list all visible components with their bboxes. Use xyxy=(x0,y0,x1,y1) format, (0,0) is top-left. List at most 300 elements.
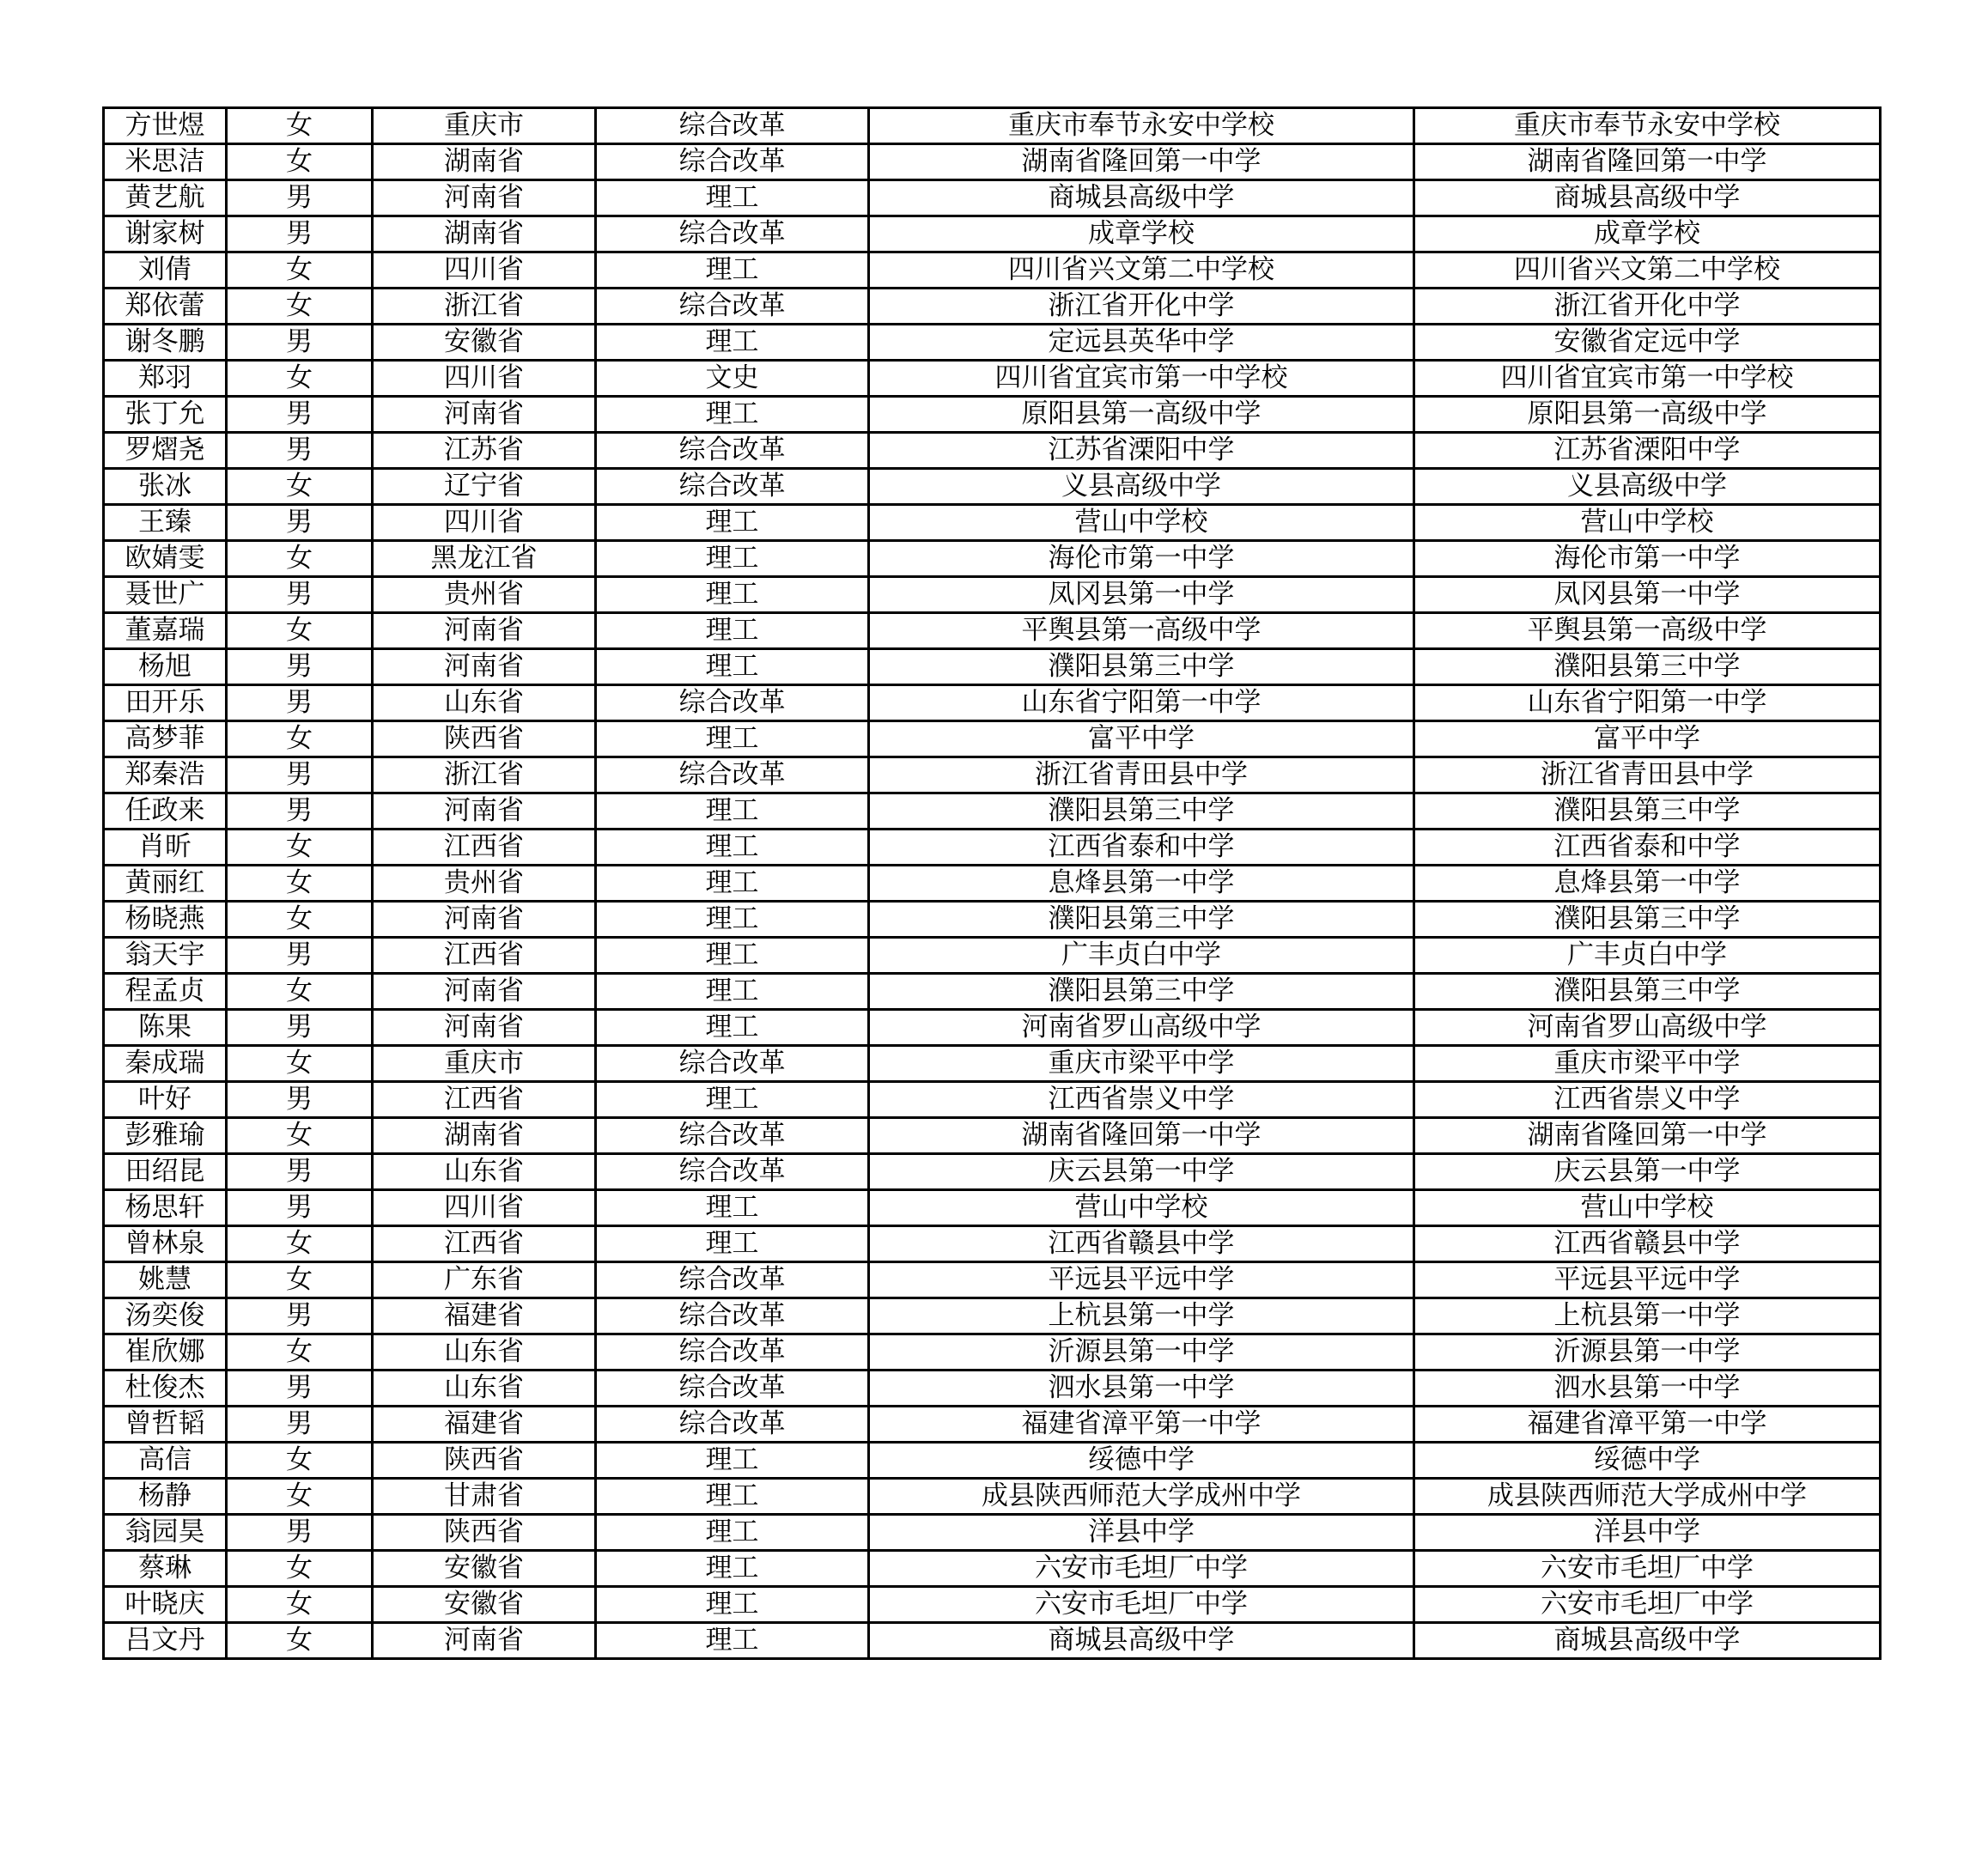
gender-cell: 男 xyxy=(227,1407,373,1443)
track-cell: 理工 xyxy=(596,1226,869,1262)
school-cell: 富平中学 xyxy=(869,721,1414,757)
graduating-school-cell: 息烽县第一中学 xyxy=(1414,866,1881,902)
table-row xyxy=(104,1479,1881,1515)
school-cell: 浙江省开化中学 xyxy=(869,289,1414,325)
track-cell: 综合改革 xyxy=(596,216,869,252)
gender-cell: 女 xyxy=(227,1334,373,1371)
name-cell: 田开乐 xyxy=(104,685,227,721)
province-cell: 福建省 xyxy=(373,1298,596,1334)
name-cell: 谢家树 xyxy=(104,216,227,252)
school-cell: 重庆市梁平中学 xyxy=(869,1046,1414,1082)
name-cell: 陈果 xyxy=(104,1010,227,1046)
school-cell: 庆云县第一中学 xyxy=(869,1154,1414,1190)
table-row xyxy=(104,577,1881,613)
name-cell: 米思洁 xyxy=(104,144,227,180)
track-cell: 综合改革 xyxy=(596,108,869,144)
graduating-school-cell: 濮阳县第三中学 xyxy=(1414,902,1881,938)
gender-cell: 女 xyxy=(227,974,373,1010)
track-cell: 理工 xyxy=(596,613,869,649)
table-row xyxy=(104,1334,1881,1371)
province-cell: 贵州省 xyxy=(373,577,596,613)
track-cell: 综合改革 xyxy=(596,433,869,469)
school-cell: 山东省宁阳第一中学 xyxy=(869,685,1414,721)
gender-cell: 男 xyxy=(227,180,373,216)
name-cell: 聂世广 xyxy=(104,577,227,613)
gender-cell: 男 xyxy=(227,938,373,974)
track-cell: 理工 xyxy=(596,721,869,757)
graduating-school-cell: 六安市毛坦厂中学 xyxy=(1414,1587,1881,1623)
school-cell: 泗水县第一中学 xyxy=(869,1371,1414,1407)
gender-cell: 男 xyxy=(227,505,373,541)
school-cell: 四川省兴文第二中学校 xyxy=(869,252,1414,289)
province-cell: 江苏省 xyxy=(373,433,596,469)
gender-cell: 男 xyxy=(227,397,373,433)
name-cell: 杨思轩 xyxy=(104,1190,227,1226)
province-cell: 陕西省 xyxy=(373,1443,596,1479)
name-cell: 欧婧雯 xyxy=(104,541,227,577)
track-cell: 理工 xyxy=(596,1587,869,1623)
gender-cell: 男 xyxy=(227,216,373,252)
graduating-school-cell: 安徽省定远中学 xyxy=(1414,325,1881,361)
province-cell: 陕西省 xyxy=(373,721,596,757)
track-cell: 理工 xyxy=(596,649,869,685)
table-row xyxy=(104,180,1881,216)
name-cell: 郑秦浩 xyxy=(104,757,227,793)
graduating-school-cell: 成县陕西师范大学成州中学 xyxy=(1414,1479,1881,1515)
table-row xyxy=(104,1226,1881,1262)
gender-cell: 男 xyxy=(227,433,373,469)
school-cell: 凤冈县第一中学 xyxy=(869,577,1414,613)
name-cell: 彭雅瑜 xyxy=(104,1118,227,1154)
graduating-school-cell: 山东省宁阳第一中学 xyxy=(1414,685,1881,721)
table-row xyxy=(104,1407,1881,1443)
table-row xyxy=(104,1551,1881,1587)
graduating-school-cell: 四川省宜宾市第一中学校 xyxy=(1414,361,1881,397)
province-cell: 安徽省 xyxy=(373,325,596,361)
name-cell: 肖昕 xyxy=(104,830,227,866)
track-cell: 综合改革 xyxy=(596,1154,869,1190)
gender-cell: 男 xyxy=(227,649,373,685)
table-row xyxy=(104,1118,1881,1154)
table-row xyxy=(104,361,1881,397)
table-row xyxy=(104,721,1881,757)
table-row xyxy=(104,433,1881,469)
school-cell: 六安市毛坦厂中学 xyxy=(869,1551,1414,1587)
track-cell: 理工 xyxy=(596,505,869,541)
province-cell: 辽宁省 xyxy=(373,469,596,505)
graduating-school-cell: 重庆市梁平中学 xyxy=(1414,1046,1881,1082)
track-cell: 理工 xyxy=(596,541,869,577)
name-cell: 叶好 xyxy=(104,1082,227,1118)
school-cell: 商城县高级中学 xyxy=(869,180,1414,216)
gender-cell: 女 xyxy=(227,252,373,289)
gender-cell: 男 xyxy=(227,1298,373,1334)
school-cell: 营山中学校 xyxy=(869,1190,1414,1226)
table-row xyxy=(104,866,1881,902)
name-cell: 任政来 xyxy=(104,793,227,830)
gender-cell: 女 xyxy=(227,1551,373,1587)
school-cell: 绥德中学 xyxy=(869,1443,1414,1479)
track-cell: 理工 xyxy=(596,830,869,866)
province-cell: 重庆市 xyxy=(373,1046,596,1082)
name-cell: 曾哲韬 xyxy=(104,1407,227,1443)
table-row xyxy=(104,974,1881,1010)
graduating-school-cell: 平远县平远中学 xyxy=(1414,1262,1881,1298)
school-cell: 营山中学校 xyxy=(869,505,1414,541)
gender-cell: 女 xyxy=(227,1118,373,1154)
province-cell: 河南省 xyxy=(373,649,596,685)
table-row xyxy=(104,325,1881,361)
table-row xyxy=(104,1082,1881,1118)
school-cell: 定远县英华中学 xyxy=(869,325,1414,361)
province-cell: 河南省 xyxy=(373,1010,596,1046)
gender-cell: 女 xyxy=(227,866,373,902)
table-row xyxy=(104,1154,1881,1190)
graduating-school-cell: 富平中学 xyxy=(1414,721,1881,757)
school-cell: 江西省泰和中学 xyxy=(869,830,1414,866)
graduating-school-cell: 河南省罗山高级中学 xyxy=(1414,1010,1881,1046)
name-cell: 杜俊杰 xyxy=(104,1371,227,1407)
name-cell: 曾林泉 xyxy=(104,1226,227,1262)
name-cell: 程孟贞 xyxy=(104,974,227,1010)
province-cell: 贵州省 xyxy=(373,866,596,902)
track-cell: 文史 xyxy=(596,361,869,397)
province-cell: 四川省 xyxy=(373,252,596,289)
table-row xyxy=(104,1515,1881,1551)
name-cell: 汤奕俊 xyxy=(104,1298,227,1334)
name-cell: 郑羽 xyxy=(104,361,227,397)
school-cell: 濮阳县第三中学 xyxy=(869,793,1414,830)
school-cell: 平远县平远中学 xyxy=(869,1262,1414,1298)
table-row xyxy=(104,1371,1881,1407)
table-row xyxy=(104,1262,1881,1298)
table-row xyxy=(104,613,1881,649)
graduating-school-cell: 海伦市第一中学 xyxy=(1414,541,1881,577)
track-cell: 综合改革 xyxy=(596,144,869,180)
table-row xyxy=(104,685,1881,721)
gender-cell: 女 xyxy=(227,1262,373,1298)
school-cell: 浙江省青田县中学 xyxy=(869,757,1414,793)
name-cell: 方世煜 xyxy=(104,108,227,144)
graduating-school-cell: 营山中学校 xyxy=(1414,1190,1881,1226)
province-cell: 甘肃省 xyxy=(373,1479,596,1515)
gender-cell: 女 xyxy=(227,1587,373,1623)
province-cell: 福建省 xyxy=(373,1407,596,1443)
school-cell: 六安市毛坦厂中学 xyxy=(869,1587,1414,1623)
graduating-school-cell: 商城县高级中学 xyxy=(1414,180,1881,216)
gender-cell: 男 xyxy=(227,1082,373,1118)
school-cell: 广丰贞白中学 xyxy=(869,938,1414,974)
table-row xyxy=(104,397,1881,433)
graduating-school-cell: 营山中学校 xyxy=(1414,505,1881,541)
table-row xyxy=(104,252,1881,289)
track-cell: 理工 xyxy=(596,1551,869,1587)
track-cell: 综合改革 xyxy=(596,1298,869,1334)
table-row xyxy=(104,757,1881,793)
province-cell: 河南省 xyxy=(373,902,596,938)
graduating-school-cell: 洋县中学 xyxy=(1414,1515,1881,1551)
track-cell: 理工 xyxy=(596,1515,869,1551)
track-cell: 理工 xyxy=(596,397,869,433)
graduating-school-cell: 泗水县第一中学 xyxy=(1414,1371,1881,1407)
province-cell: 重庆市 xyxy=(373,108,596,144)
graduating-school-cell: 平舆县第一高级中学 xyxy=(1414,613,1881,649)
track-cell: 理工 xyxy=(596,1082,869,1118)
table-row xyxy=(104,1046,1881,1082)
province-cell: 河南省 xyxy=(373,180,596,216)
table-row xyxy=(104,469,1881,505)
graduating-school-cell: 商城县高级中学 xyxy=(1414,1623,1881,1659)
graduating-school-cell: 庆云县第一中学 xyxy=(1414,1154,1881,1190)
track-cell: 理工 xyxy=(596,974,869,1010)
graduating-school-cell: 四川省兴文第二中学校 xyxy=(1414,252,1881,289)
table-row xyxy=(104,505,1881,541)
track-cell: 理工 xyxy=(596,1623,869,1659)
track-cell: 理工 xyxy=(596,1190,869,1226)
gender-cell: 女 xyxy=(227,1479,373,1515)
province-cell: 四川省 xyxy=(373,505,596,541)
graduating-school-cell: 广丰贞白中学 xyxy=(1414,938,1881,974)
province-cell: 山东省 xyxy=(373,1154,596,1190)
table-row xyxy=(104,938,1881,974)
name-cell: 叶晓庆 xyxy=(104,1587,227,1623)
school-cell: 义县高级中学 xyxy=(869,469,1414,505)
province-cell: 四川省 xyxy=(373,361,596,397)
school-cell: 湖南省隆回第一中学 xyxy=(869,1118,1414,1154)
province-cell: 河南省 xyxy=(373,974,596,1010)
gender-cell: 女 xyxy=(227,830,373,866)
graduating-school-cell: 湖南省隆回第一中学 xyxy=(1414,1118,1881,1154)
school-cell: 河南省罗山高级中学 xyxy=(869,1010,1414,1046)
table-row xyxy=(104,1298,1881,1334)
name-cell: 翁天宇 xyxy=(104,938,227,974)
graduating-school-cell: 江西省赣县中学 xyxy=(1414,1226,1881,1262)
name-cell: 姚慧 xyxy=(104,1262,227,1298)
name-cell: 秦成瑞 xyxy=(104,1046,227,1082)
graduating-school-cell: 沂源县第一中学 xyxy=(1414,1334,1881,1371)
gender-cell: 男 xyxy=(227,1371,373,1407)
province-cell: 山东省 xyxy=(373,685,596,721)
name-cell: 董嘉瑞 xyxy=(104,613,227,649)
province-cell: 山东省 xyxy=(373,1334,596,1371)
name-cell: 王臻 xyxy=(104,505,227,541)
province-cell: 湖南省 xyxy=(373,216,596,252)
graduating-school-cell: 濮阳县第三中学 xyxy=(1414,793,1881,830)
table-row xyxy=(104,1010,1881,1046)
gender-cell: 女 xyxy=(227,1226,373,1262)
name-cell: 黄艺航 xyxy=(104,180,227,216)
track-cell: 综合改革 xyxy=(596,1046,869,1082)
track-cell: 理工 xyxy=(596,1443,869,1479)
track-cell: 综合改革 xyxy=(596,757,869,793)
track-cell: 理工 xyxy=(596,1479,869,1515)
name-cell: 刘倩 xyxy=(104,252,227,289)
school-cell: 濮阳县第三中学 xyxy=(869,974,1414,1010)
table-row xyxy=(104,1443,1881,1479)
table-row xyxy=(104,830,1881,866)
gender-cell: 女 xyxy=(227,721,373,757)
gender-cell: 男 xyxy=(227,1010,373,1046)
graduating-school-cell: 濮阳县第三中学 xyxy=(1414,649,1881,685)
graduating-school-cell: 福建省漳平第一中学 xyxy=(1414,1407,1881,1443)
track-cell: 综合改革 xyxy=(596,685,869,721)
province-cell: 安徽省 xyxy=(373,1587,596,1623)
gender-cell: 女 xyxy=(227,902,373,938)
gender-cell: 男 xyxy=(227,1190,373,1226)
name-cell: 杨晓燕 xyxy=(104,902,227,938)
school-cell: 商城县高级中学 xyxy=(869,1623,1414,1659)
roster-table xyxy=(102,106,1882,1660)
school-cell: 重庆市奉节永安中学校 xyxy=(869,108,1414,144)
graduating-school-cell: 六安市毛坦厂中学 xyxy=(1414,1551,1881,1587)
province-cell: 江西省 xyxy=(373,1082,596,1118)
gender-cell: 男 xyxy=(227,1154,373,1190)
track-cell: 理工 xyxy=(596,938,869,974)
gender-cell: 男 xyxy=(227,793,373,830)
province-cell: 河南省 xyxy=(373,1623,596,1659)
table-row xyxy=(104,108,1881,144)
table-row xyxy=(104,649,1881,685)
gender-cell: 女 xyxy=(227,469,373,505)
gender-cell: 男 xyxy=(227,577,373,613)
track-cell: 综合改革 xyxy=(596,469,869,505)
province-cell: 山东省 xyxy=(373,1371,596,1407)
province-cell: 江西省 xyxy=(373,938,596,974)
table-row xyxy=(104,793,1881,830)
name-cell: 罗熠尧 xyxy=(104,433,227,469)
name-cell: 翁园昊 xyxy=(104,1515,227,1551)
province-cell: 河南省 xyxy=(373,397,596,433)
gender-cell: 男 xyxy=(227,757,373,793)
track-cell: 综合改革 xyxy=(596,1262,869,1298)
gender-cell: 女 xyxy=(227,541,373,577)
school-cell: 平舆县第一高级中学 xyxy=(869,613,1414,649)
track-cell: 理工 xyxy=(596,252,869,289)
table-row xyxy=(104,289,1881,325)
gender-cell: 男 xyxy=(227,1515,373,1551)
track-cell: 综合改革 xyxy=(596,1334,869,1371)
province-cell: 河南省 xyxy=(373,793,596,830)
table-row xyxy=(104,541,1881,577)
graduating-school-cell: 濮阳县第三中学 xyxy=(1414,974,1881,1010)
table-row xyxy=(104,902,1881,938)
graduating-school-cell: 义县高级中学 xyxy=(1414,469,1881,505)
name-cell: 吕文丹 xyxy=(104,1623,227,1659)
school-cell: 沂源县第一中学 xyxy=(869,1334,1414,1371)
track-cell: 理工 xyxy=(596,793,869,830)
table-row xyxy=(104,1587,1881,1623)
graduating-school-cell: 江西省崇义中学 xyxy=(1414,1082,1881,1118)
track-cell: 综合改革 xyxy=(596,289,869,325)
graduating-school-cell: 重庆市奉节永安中学校 xyxy=(1414,108,1881,144)
school-cell: 上杭县第一中学 xyxy=(869,1298,1414,1334)
province-cell: 江西省 xyxy=(373,830,596,866)
track-cell: 综合改革 xyxy=(596,1118,869,1154)
name-cell: 蔡琳 xyxy=(104,1551,227,1587)
name-cell: 杨旭 xyxy=(104,649,227,685)
province-cell: 广东省 xyxy=(373,1262,596,1298)
gender-cell: 女 xyxy=(227,144,373,180)
graduating-school-cell: 原阳县第一高级中学 xyxy=(1414,397,1881,433)
school-cell: 濮阳县第三中学 xyxy=(869,902,1414,938)
track-cell: 综合改革 xyxy=(596,1371,869,1407)
graduating-school-cell: 上杭县第一中学 xyxy=(1414,1298,1881,1334)
track-cell: 理工 xyxy=(596,866,869,902)
province-cell: 安徽省 xyxy=(373,1551,596,1587)
name-cell: 郑依蕾 xyxy=(104,289,227,325)
province-cell: 浙江省 xyxy=(373,289,596,325)
gender-cell: 男 xyxy=(227,325,373,361)
province-cell: 四川省 xyxy=(373,1190,596,1226)
school-cell: 江西省赣县中学 xyxy=(869,1226,1414,1262)
graduating-school-cell: 凤冈县第一中学 xyxy=(1414,577,1881,613)
province-cell: 陕西省 xyxy=(373,1515,596,1551)
name-cell: 谢冬鹏 xyxy=(104,325,227,361)
table-row xyxy=(104,1623,1881,1659)
name-cell: 高梦菲 xyxy=(104,721,227,757)
name-cell: 杨静 xyxy=(104,1479,227,1515)
province-cell: 江西省 xyxy=(373,1226,596,1262)
school-cell: 江苏省溧阳中学 xyxy=(869,433,1414,469)
school-cell: 濮阳县第三中学 xyxy=(869,649,1414,685)
track-cell: 理工 xyxy=(596,577,869,613)
province-cell: 湖南省 xyxy=(373,144,596,180)
gender-cell: 女 xyxy=(227,1443,373,1479)
table-row xyxy=(104,1190,1881,1226)
gender-cell: 女 xyxy=(227,1046,373,1082)
province-cell: 浙江省 xyxy=(373,757,596,793)
roster-body xyxy=(104,108,1881,1659)
gender-cell: 男 xyxy=(227,685,373,721)
gender-cell: 女 xyxy=(227,361,373,397)
track-cell: 综合改革 xyxy=(596,1407,869,1443)
gender-cell: 女 xyxy=(227,108,373,144)
graduating-school-cell: 绥德中学 xyxy=(1414,1443,1881,1479)
name-cell: 黄丽红 xyxy=(104,866,227,902)
school-cell: 江西省崇义中学 xyxy=(869,1082,1414,1118)
gender-cell: 女 xyxy=(227,1623,373,1659)
school-cell: 湖南省隆回第一中学 xyxy=(869,144,1414,180)
gender-cell: 女 xyxy=(227,613,373,649)
track-cell: 理工 xyxy=(596,1010,869,1046)
province-cell: 黑龙江省 xyxy=(373,541,596,577)
school-cell: 四川省宜宾市第一中学校 xyxy=(869,361,1414,397)
graduating-school-cell: 江西省泰和中学 xyxy=(1414,830,1881,866)
track-cell: 理工 xyxy=(596,902,869,938)
school-cell: 福建省漳平第一中学 xyxy=(869,1407,1414,1443)
graduating-school-cell: 成章学校 xyxy=(1414,216,1881,252)
school-cell: 成章学校 xyxy=(869,216,1414,252)
graduating-school-cell: 湖南省隆回第一中学 xyxy=(1414,144,1881,180)
graduating-school-cell: 江苏省溧阳中学 xyxy=(1414,433,1881,469)
province-cell: 湖南省 xyxy=(373,1118,596,1154)
name-cell: 崔欣娜 xyxy=(104,1334,227,1371)
school-cell: 成县陕西师范大学成州中学 xyxy=(869,1479,1414,1515)
school-cell: 海伦市第一中学 xyxy=(869,541,1414,577)
school-cell: 原阳县第一高级中学 xyxy=(869,397,1414,433)
name-cell: 张冰 xyxy=(104,469,227,505)
table-row xyxy=(104,216,1881,252)
gender-cell: 女 xyxy=(227,289,373,325)
school-cell: 息烽县第一中学 xyxy=(869,866,1414,902)
name-cell: 田绍昆 xyxy=(104,1154,227,1190)
name-cell: 张丁允 xyxy=(104,397,227,433)
province-cell: 河南省 xyxy=(373,613,596,649)
track-cell: 理工 xyxy=(596,325,869,361)
graduating-school-cell: 浙江省青田县中学 xyxy=(1414,757,1881,793)
track-cell: 理工 xyxy=(596,180,869,216)
table-row xyxy=(104,144,1881,180)
